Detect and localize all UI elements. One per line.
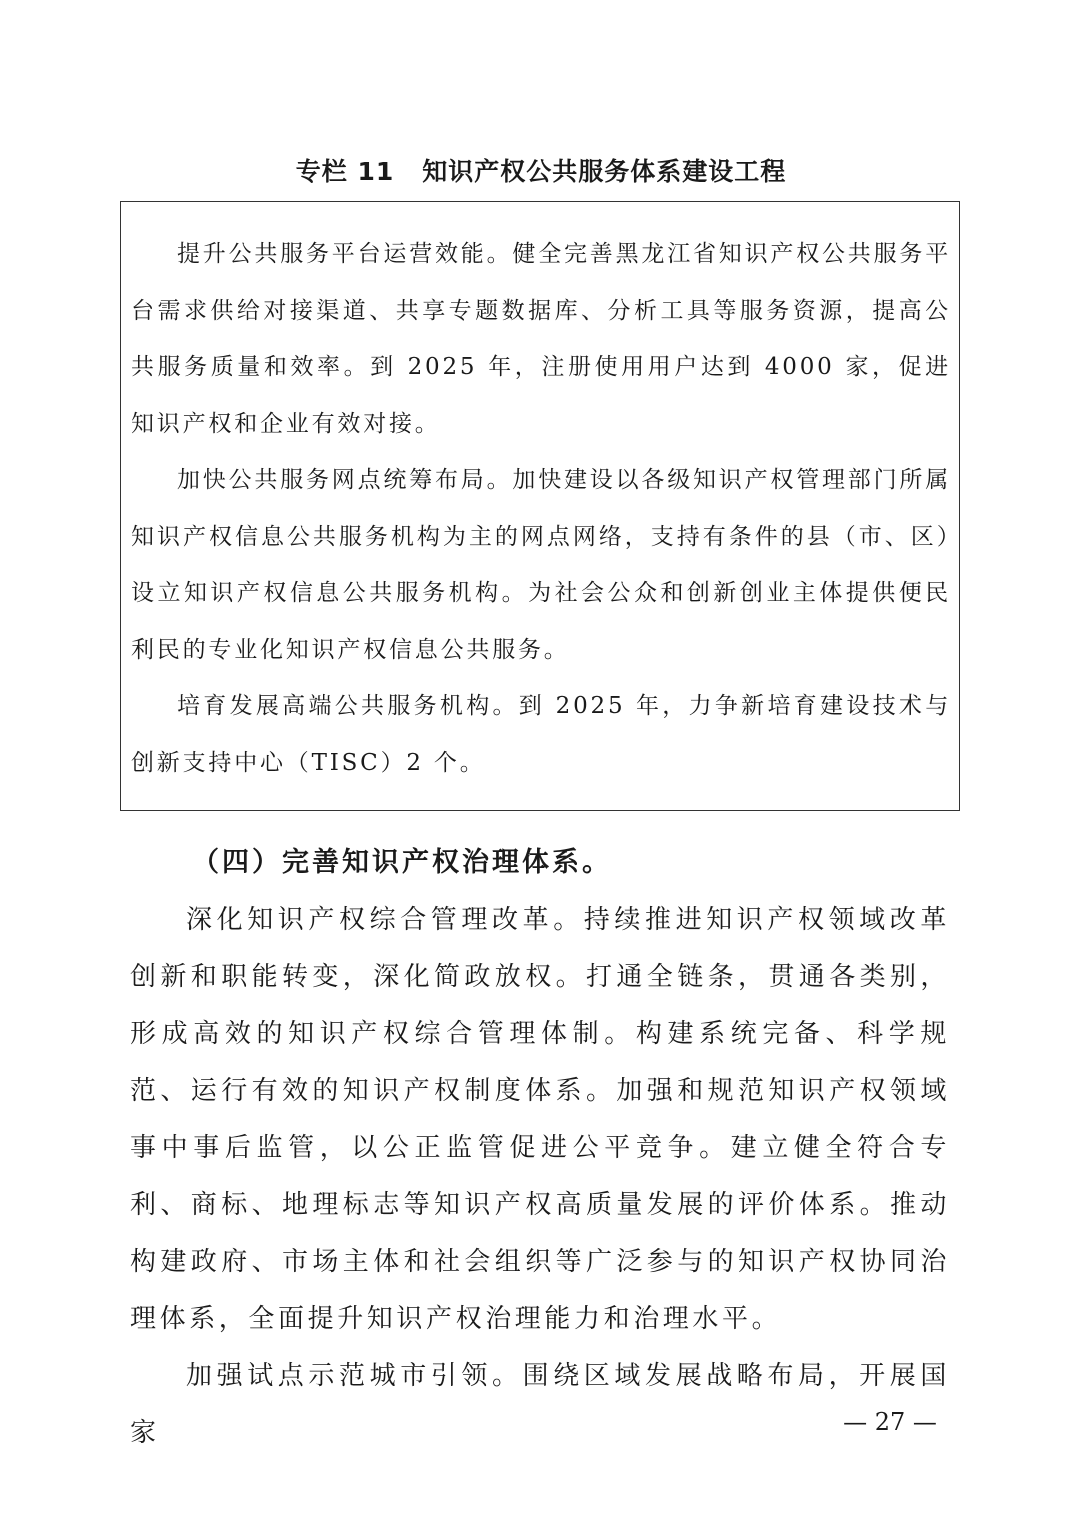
section-body [130, 892, 950, 1462]
column-label: 专栏 11 [295, 157, 395, 186]
column-paragraph: 加快公共服务网点统筹布局。加快建设以各级知识产权管理部门所属知识产权信息公共服务机构为主的网点网络，支持有条件的县（市、区）设立知识产权信息公共服务机构。为社会公众和创新创业主体提供便民利民的专业化知识产权信息公共服务。 [131, 467, 951, 663]
column-title [120, 152, 962, 192]
column-box [120, 201, 960, 811]
body-paragraph: 加强试点示范城市引领。围绕区域发展战略布局，开展国家 [130, 1361, 950, 1448]
column-paragraph: 提升公共服务平台运营效能。健全完善黑龙江省知识产权公共服务平台需求供给对接渠道、共享专题数据库、分析工具等服务资源，提高公共服务质量和效率。到 2025 年，注册使用用户达到 4000 家，促进知识产权和企业有效对接。 [131, 241, 951, 437]
column-box-content [131, 226, 951, 791]
body-paragraph: 深化知识产权综合管理改革。持续推进知识产权领域改革创新和职能转变，深化简政放权。打通全链条，贯通各类别，形成高效的知识产权综合管理体制。构建系统完备、科学规范、运行有效的知识产权制度体系。加强和规范知识产权领域事中事后监管，以公正监管促进公平竞争。建立健全符合专利、商标、地理标志等知识产权高质量发展的评价体系。推动构建政府、市场主体和社会组织等广泛参与的知识产权协同治理体系，全面提升知识产权治理能力和治理水平。 [130, 905, 950, 1334]
column-title-text: 知识产权公共服务体系建设工程 [422, 157, 787, 186]
section-heading: （四）完善知识产权治理体系。 [192, 847, 612, 878]
column-paragraph: 培育发展高端公共服务机构。到 2025 年，力争新培育建设技术与创新支持中心（TISC）2 个。 [131, 693, 951, 776]
page-number: — 27 — [843, 1408, 937, 1436]
